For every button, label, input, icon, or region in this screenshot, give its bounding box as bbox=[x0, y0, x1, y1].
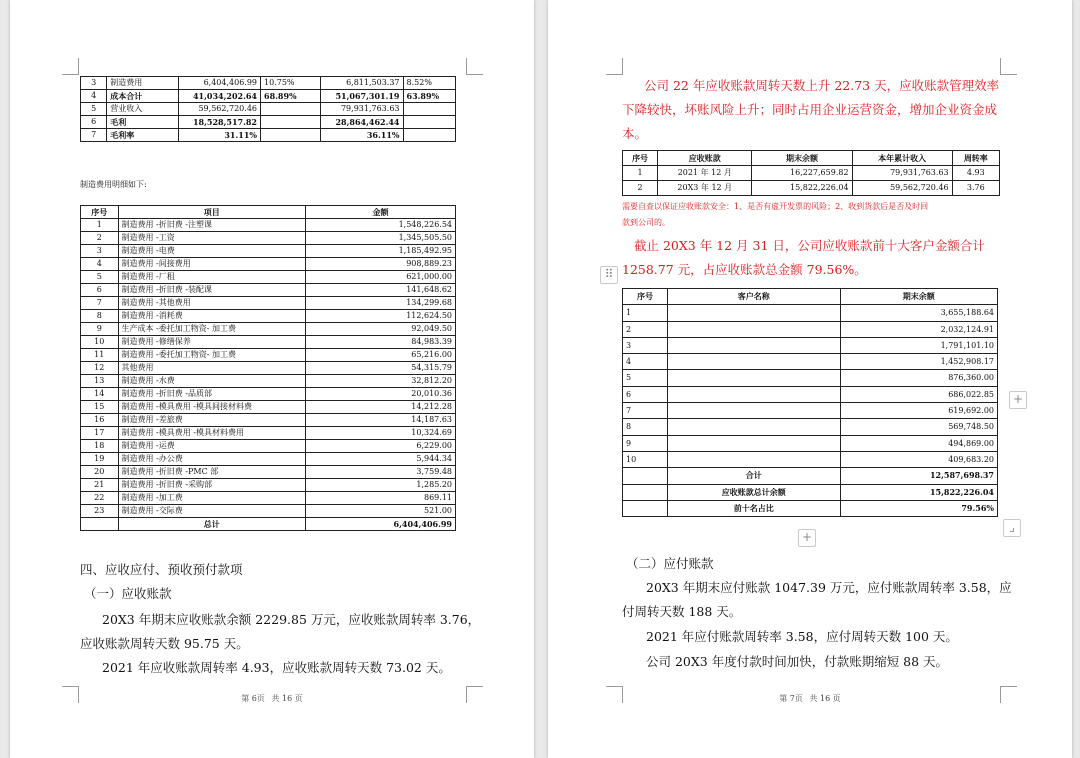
subsection-heading-receivables: （一）应收账款 bbox=[84, 586, 172, 601]
row-number: 9 bbox=[623, 435, 668, 451]
row-number: 14 bbox=[81, 388, 119, 401]
row-number: 4 bbox=[623, 354, 668, 370]
ratio-20x3 bbox=[403, 116, 456, 129]
empty-cell bbox=[623, 468, 668, 484]
footer-page-total: 共 16 页 bbox=[271, 694, 303, 703]
cost-item: 制造费用 -厂租 bbox=[118, 271, 306, 284]
cumulative-income: 79,931,763.63 bbox=[852, 166, 952, 181]
amount-20x3: 51,067,301.19 bbox=[321, 90, 404, 103]
payables-2021-paragraph: 2021 年应付账款周转率 3.58，应付周转天数 100 天。 bbox=[646, 629, 958, 644]
amount-20x3: 79,931,763.63 bbox=[321, 103, 404, 116]
customer-name bbox=[668, 386, 841, 402]
add-column-plus-icon[interactable]: + bbox=[1009, 391, 1027, 409]
item-name: 营业收入 bbox=[107, 103, 178, 116]
empty-cell bbox=[81, 518, 119, 531]
amount-2021: 59,562,720.46 bbox=[178, 103, 261, 116]
detail-caption: 制造费用明细如下: bbox=[80, 180, 147, 189]
column-header: 客户名称 bbox=[668, 289, 841, 305]
cost-amount: 5,944.34 bbox=[306, 453, 456, 466]
amount-20x3: 6,811,503.37 bbox=[321, 77, 404, 90]
detail-row bbox=[81, 271, 456, 284]
sum-row bbox=[623, 468, 998, 484]
detail-row bbox=[81, 375, 456, 388]
summary-row bbox=[81, 90, 456, 103]
cost-amount: 32,812.20 bbox=[306, 375, 456, 388]
cost-amount: 1,285.20 bbox=[306, 479, 456, 492]
summary-label: 前十名占比 bbox=[668, 500, 841, 516]
row-number: 8 bbox=[623, 419, 668, 435]
cost-amount: 521.00 bbox=[306, 505, 456, 518]
cost-item: 制造费用 -折旧费 -装配课 bbox=[118, 284, 306, 297]
turnover-rate: 4.93 bbox=[952, 166, 999, 181]
cost-amount: 14,187.63 bbox=[306, 414, 456, 427]
cost-item: 制造费用 -模具费用 -模具间接材料费 bbox=[118, 401, 306, 414]
cost-amount: 141,648.62 bbox=[306, 284, 456, 297]
cost-item: 制造费用 -折旧费 -PMC 部 bbox=[118, 466, 306, 479]
row-number: 1 bbox=[623, 166, 658, 181]
column-header: 金额 bbox=[306, 206, 456, 219]
cost-item: 制造费用 -其他费用 bbox=[118, 297, 306, 310]
amount-2021: 6,404,406.99 bbox=[178, 77, 261, 90]
row-number: 13 bbox=[81, 375, 119, 388]
summary-label: 应收账款总计余额 bbox=[668, 484, 841, 500]
ending-balance: 569,748.50 bbox=[840, 419, 998, 435]
turnover-rate: 3.76 bbox=[952, 181, 999, 196]
cumulative-income: 59,562,720.46 bbox=[852, 181, 952, 196]
cost-item: 生产成本 -委托加工物资- 加工费 bbox=[118, 323, 306, 336]
summary-row bbox=[81, 129, 456, 142]
row-number: 4 bbox=[81, 258, 119, 271]
red-paragraph-line-2: 下降较快，坏账风险上升；同时占用企业运营资金，增加企业资金成 bbox=[622, 102, 998, 117]
receivables-paragraph-line-1: 20X3 年期末应收账款余额 2229.85 万元，应收账款周转率 3.76， bbox=[102, 612, 481, 627]
column-header: 期末余额 bbox=[840, 289, 998, 305]
ending-balance: 686,022.85 bbox=[840, 386, 998, 402]
amount-2021: 18,528,517.82 bbox=[178, 116, 261, 129]
detail-row bbox=[81, 349, 456, 362]
detail-row bbox=[81, 492, 456, 505]
ratio-20x3 bbox=[403, 103, 456, 116]
row-number: 5 bbox=[81, 103, 107, 116]
detail-row bbox=[81, 232, 456, 245]
customer-name bbox=[668, 321, 841, 337]
customer-row bbox=[623, 305, 998, 321]
red-note-line-1: 需要自查以保证应收账款安全：1、是否有虚开发票的风险；2、收到货款后是否及时回 bbox=[622, 202, 929, 211]
empty-cell bbox=[623, 500, 668, 516]
row-number: 21 bbox=[81, 479, 119, 492]
column-header: 周转率 bbox=[952, 151, 999, 166]
detail-row bbox=[81, 323, 456, 336]
row-number: 5 bbox=[81, 271, 119, 284]
cost-item: 制造费用 -交际费 bbox=[118, 505, 306, 518]
cost-item: 制造费用 -差旅费 bbox=[118, 414, 306, 427]
detail-row bbox=[81, 245, 456, 258]
footer-page-total: 共 16 页 bbox=[809, 694, 841, 703]
row-number: 19 bbox=[81, 453, 119, 466]
row-number: 10 bbox=[81, 336, 119, 349]
cost-item: 其他费用 bbox=[118, 362, 306, 375]
receivables-turnover-table bbox=[622, 150, 1000, 196]
payables-paragraph-line-1: 20X3 年期末应付账款 1047.39 万元，应付账款周转率 3.58，应 bbox=[646, 580, 1012, 595]
customer-row bbox=[623, 451, 998, 467]
red-paragraph-line-1: 公司 22 年应收账款周转天数上升 22.73 天，应收账款管理效率 bbox=[644, 78, 1000, 93]
row-number: 16 bbox=[81, 414, 119, 427]
detail-row bbox=[81, 258, 456, 271]
item-name: 成本合计 bbox=[107, 90, 178, 103]
ending-balance: 1,452,908.17 bbox=[840, 354, 998, 370]
red-paragraph2-line-2: 1258.77 元，占应收账款总金额 79.56%。 bbox=[622, 262, 867, 277]
customer-name bbox=[668, 354, 841, 370]
footer-page-number: 第 6页 bbox=[241, 694, 265, 703]
cost-amount: 3,759.48 bbox=[306, 466, 456, 479]
footer-page-number: 第 7页 bbox=[779, 694, 803, 703]
summary-row bbox=[81, 103, 456, 116]
document-page-6 bbox=[10, 0, 534, 758]
ratio-2021 bbox=[261, 103, 321, 116]
cost-item: 制造费用 -办公费 bbox=[118, 453, 306, 466]
summary-value: 79.56% bbox=[840, 500, 998, 516]
detail-row bbox=[81, 362, 456, 375]
row-number: 1 bbox=[81, 219, 119, 232]
row-number: 2 bbox=[623, 181, 658, 196]
cost-amount: 1,345,505.50 bbox=[306, 232, 456, 245]
grand-total-row bbox=[623, 484, 998, 500]
column-header: 应收账款 bbox=[658, 151, 752, 166]
period: 2021 年 12 月 bbox=[658, 166, 752, 181]
row-number: 5 bbox=[623, 370, 668, 386]
header-row bbox=[623, 151, 1000, 166]
cost-amount: 92,049.50 bbox=[306, 323, 456, 336]
cost-amount: 54,315.79 bbox=[306, 362, 456, 375]
row-number: 22 bbox=[81, 492, 119, 505]
detail-row bbox=[81, 219, 456, 232]
customer-name bbox=[668, 370, 841, 386]
customer-row bbox=[623, 321, 998, 337]
turnover-row bbox=[623, 166, 1000, 181]
cost-amount: 6,229.00 bbox=[306, 440, 456, 453]
ratio-2021 bbox=[261, 129, 321, 142]
cost-amount: 1,185,492.95 bbox=[306, 245, 456, 258]
detail-row bbox=[81, 453, 456, 466]
customer-row bbox=[623, 354, 998, 370]
row-number: 3 bbox=[81, 245, 119, 258]
cost-item: 制造费用 -折旧费 -品质部 bbox=[118, 388, 306, 401]
cost-item: 制造费用 -间接费用 bbox=[118, 258, 306, 271]
ending-balance: 3,655,188.64 bbox=[840, 305, 998, 321]
section-heading-receivables-payables: 四、应收应付、预收预付款项 bbox=[80, 562, 243, 577]
crop-mark-top-right bbox=[1000, 58, 1017, 75]
add-row-plus-icon[interactable]: + bbox=[798, 529, 816, 547]
cost-item: 制造费用 -加工费 bbox=[118, 492, 306, 505]
cost-amount: 621,000.00 bbox=[306, 271, 456, 284]
column-header: 序号 bbox=[81, 206, 119, 219]
ratio-row bbox=[623, 500, 998, 516]
empty-cell bbox=[623, 484, 668, 500]
summary-value: 12,587,698.37 bbox=[840, 468, 998, 484]
amount-2021: 41,034,202.64 bbox=[178, 90, 261, 103]
row-number: 8 bbox=[81, 310, 119, 323]
column-header: 序号 bbox=[623, 289, 668, 305]
table-resize-icon[interactable]: ⌟ bbox=[1003, 519, 1021, 537]
detail-row bbox=[81, 440, 456, 453]
summary-row bbox=[81, 77, 456, 90]
detail-row bbox=[81, 479, 456, 492]
detail-row bbox=[81, 388, 456, 401]
amount-20x3: 36.11% bbox=[321, 129, 404, 142]
row-number: 12 bbox=[81, 362, 119, 375]
document-page-7 bbox=[548, 0, 1072, 758]
customer-name bbox=[668, 337, 841, 353]
row-number: 4 bbox=[81, 90, 107, 103]
amount-2021: 31.11% bbox=[178, 129, 261, 142]
detail-row bbox=[81, 297, 456, 310]
receivables-paragraph-line-2: 应收账款周转天数 95.75 天。 bbox=[80, 636, 249, 651]
cost-amount: 908,889.23 bbox=[306, 258, 456, 271]
row-number: 2 bbox=[623, 321, 668, 337]
row-number: 7 bbox=[81, 129, 107, 142]
ending-balance: 1,791,101.10 bbox=[840, 337, 998, 353]
cost-item: 制造费用 -电费 bbox=[118, 245, 306, 258]
cost-item: 制造费用 -委托加工物资- 加工费 bbox=[118, 349, 306, 362]
row-number: 17 bbox=[81, 427, 119, 440]
ending-balance: 876,360.00 bbox=[840, 370, 998, 386]
red-paragraph-line-3: 本。 bbox=[622, 126, 648, 141]
row-number: 11 bbox=[81, 349, 119, 362]
cost-item: 制造费用 -修缮保养 bbox=[118, 336, 306, 349]
customer-name bbox=[668, 305, 841, 321]
top-ten-customers-table bbox=[622, 288, 998, 517]
row-number: 23 bbox=[81, 505, 119, 518]
row-number: 2 bbox=[81, 232, 119, 245]
payables-paragraph-line-2: 付周转天数 188 天。 bbox=[622, 604, 742, 619]
ending-balance: 409,683.20 bbox=[840, 451, 998, 467]
cost-item: 制造费用 -折旧费 -采购部 bbox=[118, 479, 306, 492]
customer-row bbox=[623, 386, 998, 402]
customer-name bbox=[668, 435, 841, 451]
payment-period-paragraph: 公司 20X3 年度付款时间加快，付款账期缩短 88 天。 bbox=[646, 654, 949, 669]
row-number: 20 bbox=[81, 466, 119, 479]
customer-name bbox=[668, 403, 841, 419]
summary-label: 合计 bbox=[668, 468, 841, 484]
header-row bbox=[81, 206, 456, 219]
ratio-20x3: 63.89% bbox=[403, 90, 456, 103]
row-number: 6 bbox=[623, 386, 668, 402]
cost-amount: 20,010.36 bbox=[306, 388, 456, 401]
summary-value: 15,822,226.04 bbox=[840, 484, 998, 500]
crop-mark-top-left bbox=[606, 58, 623, 75]
crop-mark-top-left bbox=[62, 58, 79, 75]
detail-row bbox=[81, 336, 456, 349]
detail-row bbox=[81, 427, 456, 440]
detail-row bbox=[81, 310, 456, 323]
item-name: 毛利 bbox=[107, 116, 178, 129]
row-number: 15 bbox=[81, 401, 119, 414]
column-header: 项目 bbox=[118, 206, 306, 219]
item-name: 制造费用 bbox=[107, 77, 178, 90]
column-header: 序号 bbox=[623, 151, 658, 166]
manufacturing-cost-detail-table bbox=[80, 205, 456, 531]
detail-row bbox=[81, 414, 456, 427]
detail-row bbox=[81, 284, 456, 297]
row-number: 6 bbox=[81, 116, 107, 129]
detail-row bbox=[81, 466, 456, 479]
crop-mark-top-right bbox=[466, 58, 483, 75]
customer-name bbox=[668, 451, 841, 467]
receivables-2021-paragraph: 2021 年应收账款周转率 4.93，应收账款周转天数 73.02 天。 bbox=[102, 660, 451, 675]
ending-balance: 15,822,226.04 bbox=[752, 181, 852, 196]
cost-item: 制造费用 -水费 bbox=[118, 375, 306, 388]
page-footer bbox=[10, 693, 534, 704]
row-number: 10 bbox=[623, 451, 668, 467]
ending-balance: 494,869.00 bbox=[840, 435, 998, 451]
detail-row bbox=[81, 401, 456, 414]
customer-row bbox=[623, 337, 998, 353]
detail-row bbox=[81, 505, 456, 518]
ending-balance: 16,227,659.82 bbox=[752, 166, 852, 181]
cost-summary-table bbox=[80, 76, 456, 142]
column-header: 期末余额 bbox=[752, 151, 852, 166]
customer-row bbox=[623, 403, 998, 419]
customer-row bbox=[623, 419, 998, 435]
ratio-2021: 68.89% bbox=[261, 90, 321, 103]
cost-item: 制造费用 -运费 bbox=[118, 440, 306, 453]
cost-amount: 10,324.69 bbox=[306, 427, 456, 440]
turnover-row bbox=[623, 181, 1000, 196]
cost-item: 制造费用 -折旧费 -注塑课 bbox=[118, 219, 306, 232]
amount-20x3: 28,864,462.44 bbox=[321, 116, 404, 129]
ending-balance: 619,692.00 bbox=[840, 403, 998, 419]
item-name: 毛利率 bbox=[107, 129, 178, 142]
row-number: 18 bbox=[81, 440, 119, 453]
cost-amount: 14,212.28 bbox=[306, 401, 456, 414]
cost-amount: 134,299.68 bbox=[306, 297, 456, 310]
ratio-2021: 10.75% bbox=[261, 77, 321, 90]
total-label: 总计 bbox=[118, 518, 306, 531]
customer-name bbox=[668, 419, 841, 435]
cost-amount: 869.11 bbox=[306, 492, 456, 505]
header-row bbox=[623, 289, 998, 305]
total-row bbox=[81, 518, 456, 531]
page-footer bbox=[548, 693, 1072, 704]
red-note-line-2: 款到公司的。 bbox=[622, 218, 670, 227]
subsection-heading-payables: （二）应付账款 bbox=[626, 556, 714, 571]
cost-amount: 84,983.39 bbox=[306, 336, 456, 349]
row-number: 3 bbox=[81, 77, 107, 90]
cost-amount: 1,548,226.54 bbox=[306, 219, 456, 232]
ending-balance: 2,032,124.91 bbox=[840, 321, 998, 337]
column-header: 本年累计收入 bbox=[852, 151, 952, 166]
row-number: 3 bbox=[623, 337, 668, 353]
cost-amount: 65,216.00 bbox=[306, 349, 456, 362]
total-amount: 6,404,406.99 bbox=[306, 518, 456, 531]
period: 20X3 年 12 月 bbox=[658, 181, 752, 196]
row-number: 1 bbox=[623, 305, 668, 321]
ratio-20x3 bbox=[403, 129, 456, 142]
ratio-2021 bbox=[261, 116, 321, 129]
summary-row bbox=[81, 116, 456, 129]
cost-item: 制造费用 -消耗费 bbox=[118, 310, 306, 323]
table-drag-handle-icon[interactable]: ⠿ bbox=[600, 266, 618, 284]
customer-row bbox=[623, 370, 998, 386]
customer-row bbox=[623, 435, 998, 451]
ratio-20x3: 8.52% bbox=[403, 77, 456, 90]
cost-item: 制造费用 -模具费用 -模具材料费用 bbox=[118, 427, 306, 440]
cost-item: 制造费用 -工资 bbox=[118, 232, 306, 245]
row-number: 9 bbox=[81, 323, 119, 336]
red-paragraph2-line-1: 截止 20X3 年 12 月 31 日，公司应收账款前十大客户金额合计 bbox=[634, 238, 985, 253]
row-number: 7 bbox=[623, 403, 668, 419]
row-number: 7 bbox=[81, 297, 119, 310]
cost-amount: 112,624.50 bbox=[306, 310, 456, 323]
row-number: 6 bbox=[81, 284, 119, 297]
